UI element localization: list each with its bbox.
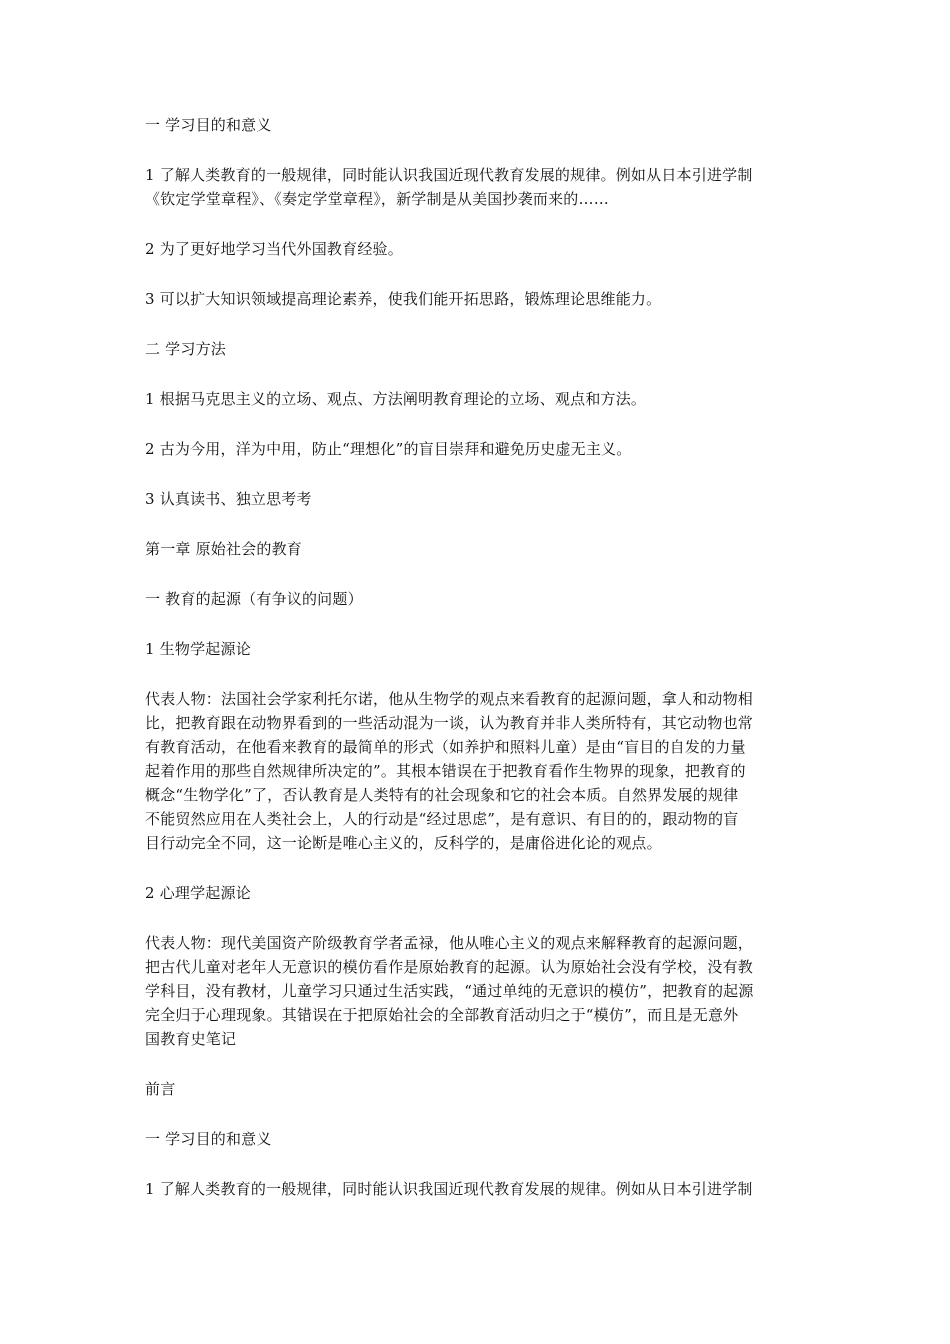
paragraph-purpose-1 — [145, 163, 815, 211]
text-line: 2 为了更好地学习当代外国教育经验。 — [145, 240, 403, 258]
text-line: 代表人物：现代美国资产阶级教育学者孟禄，他从唯心主义的观点来解释教育的起源问题， — [145, 934, 754, 952]
text-line: 3 认真读书、独立思考考 — [145, 490, 312, 508]
text-line: 有教育活动，在他看来教育的最简单的形式（如养护和照料儿童）是由“盲目的自发的力量 — [145, 738, 746, 756]
text-line: 1 生物学起源论 — [145, 640, 251, 658]
paragraph-biology — [145, 687, 815, 855]
text-line: 1 了解人类教育的一般规律，同时能认识我国近现代教育发展的规律。例如从日本引进学制 — [145, 166, 753, 184]
text-line: 一 学习目的和意义 — [145, 116, 272, 134]
paragraph-purpose-1-repeat — [145, 1177, 815, 1201]
paragraph-method-3 — [145, 487, 815, 511]
text-line: 起着作用的那些自然规律所决定的”。其根本错误在于把教育看作生物界的现象，把教育的 — [145, 762, 746, 780]
subheading-psychology — [145, 881, 815, 905]
paragraph-purpose-3 — [145, 287, 815, 311]
chapter-heading — [145, 537, 815, 561]
text-line: 比，把教育跟在动物界看到的一些活动混为一谈，认为教育并非人类所特有，其它动物也常 — [145, 714, 754, 732]
text-line: 2 古为今用，洋为中用，防止“理想化”的盲目崇拜和避免历史虚无主义。 — [145, 440, 632, 458]
text-line: 学科目，没有教材，儿童学习只通过生活实践，“通过单纯的无意识的模仿”，把教育的起源 — [145, 982, 754, 1000]
text-line: 1 了解人类教育的一般规律，同时能认识我国近现代教育发展的规律。例如从日本引进学制 — [145, 1180, 753, 1198]
heading-purpose-repeat — [145, 1127, 815, 1151]
paragraph-psychology — [145, 931, 815, 1051]
text-line: 二 学习方法 — [145, 340, 226, 358]
text-line: 《钦定学堂章程》、《奏定学堂章程》，新学制是从美国抄袭而来的…… — [145, 190, 609, 208]
section-heading-origin — [145, 587, 815, 611]
text-line: 2 心理学起源论 — [145, 884, 251, 902]
text-line: 国教育史笔记 — [145, 1030, 237, 1048]
text-line: 把古代儿童对老年人无意识的模仿看作是原始教育的起源。认为原始社会没有学校，没有教 — [145, 958, 754, 976]
text-line: 代表人物：法国社会学家利托尔诺，他从生物学的观点来看教育的起源问题，拿人和动物相 — [145, 690, 754, 708]
text-line: 目行动完全不同，这一论断是唯心主义的，反科学的，是庸俗进化论的观点。 — [145, 834, 662, 852]
text-line: 一 教育的起源（有争议的问题） — [145, 590, 363, 608]
text-line: 一 学习目的和意义 — [145, 1130, 272, 1148]
text-line: 3 可以扩大知识领域提高理论素养，使我们能开拓思路，锻炼理论思维能力。 — [145, 290, 662, 308]
text-line: 不能贸然应用在人类社会上，人的行动是“经过思虑”，是有意识、有目的的，跟动物的盲 — [145, 810, 739, 828]
paragraph-method-2 — [145, 437, 815, 461]
document-page — [145, 113, 815, 1227]
heading-method — [145, 337, 815, 361]
paragraph-purpose-2 — [145, 237, 815, 261]
text-line: 完全归于心理现象。其错误在于把原始社会的全部教育活动归之于“模仿”，而且是无意外 — [145, 1006, 739, 1024]
heading-purpose — [145, 113, 815, 137]
paragraph-method-1 — [145, 387, 815, 411]
heading-preface — [145, 1077, 815, 1101]
subheading-biology — [145, 637, 815, 661]
text-line: 概念“生物学化”了，否认教育是人类特有的社会现象和它的社会本质。自然界发展的规律 — [145, 786, 739, 804]
text-line: 前言 — [145, 1080, 176, 1098]
text-line: 第一章 原始社会的教育 — [145, 540, 302, 558]
text-line: 1 根据马克思主义的立场、观点、方法阐明教育理论的立场、观点和方法。 — [145, 390, 647, 408]
